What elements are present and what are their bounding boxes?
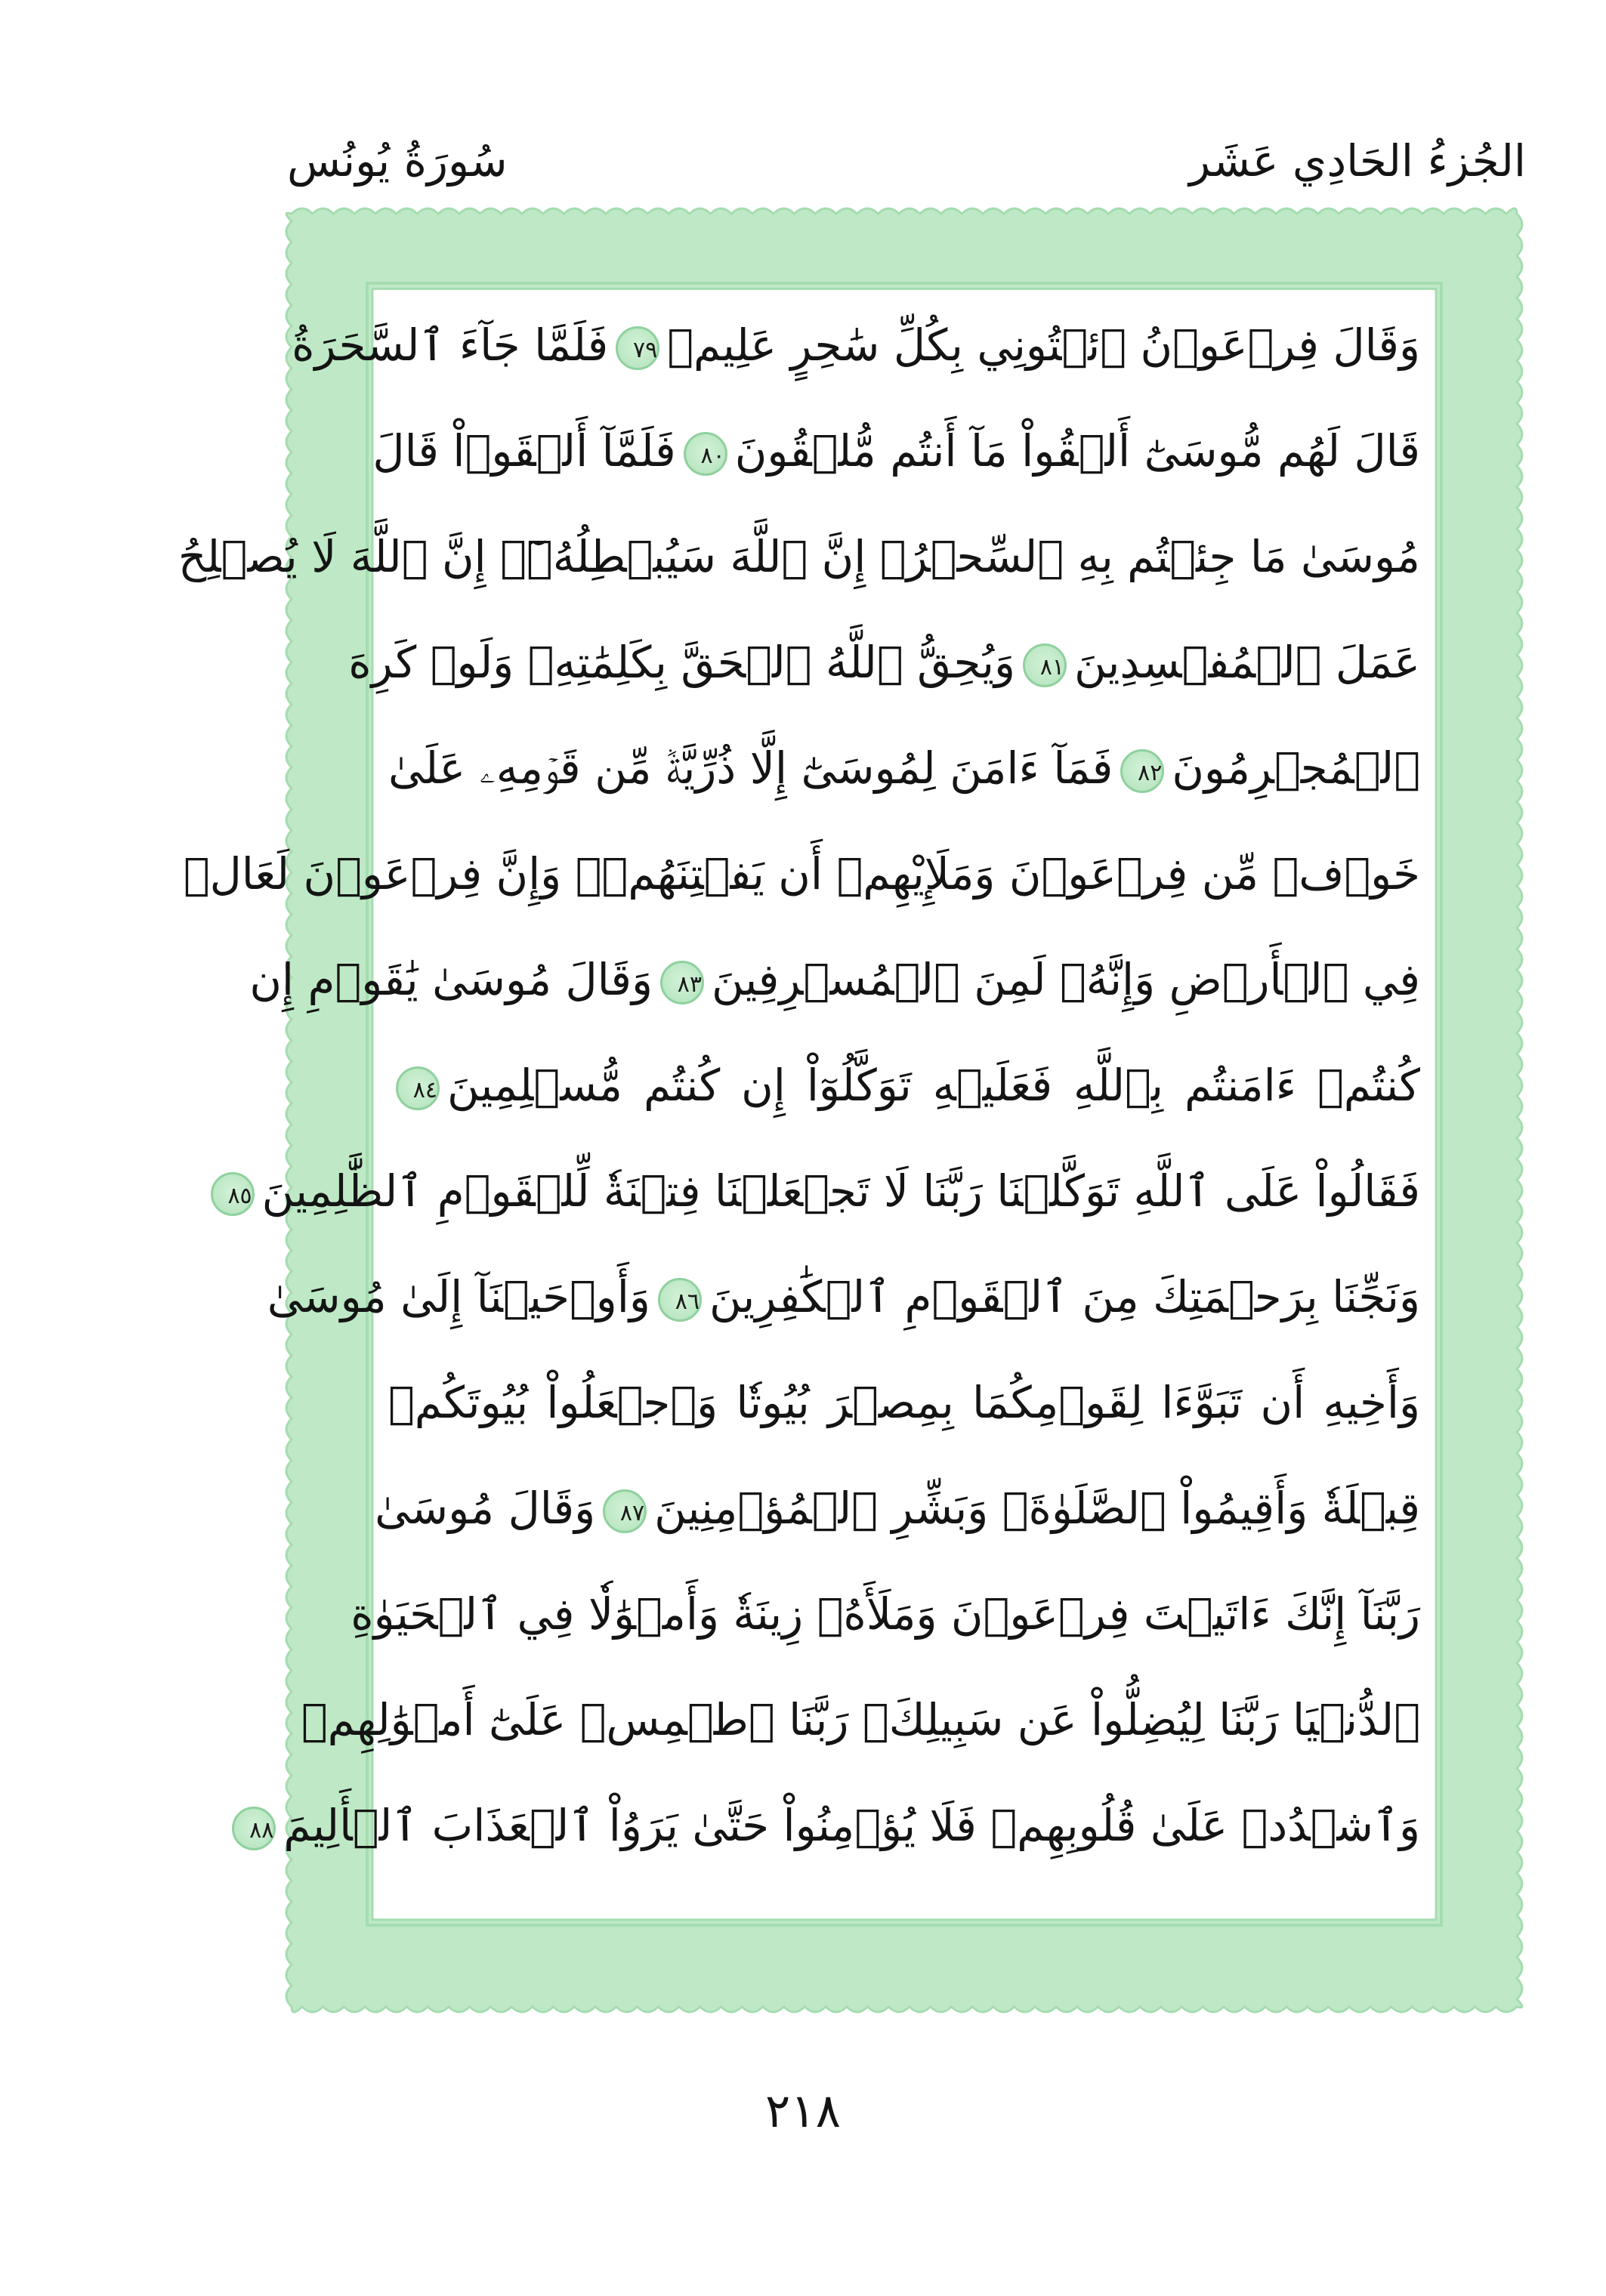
verse-line bbox=[372, 406, 1420, 496]
ayah-number-marker: ٨١ bbox=[1023, 643, 1067, 687]
verse-text: وَقَالَ مُوسَىٰ يَٰقَوۡمِ إِن bbox=[249, 954, 653, 1005]
verse-text: وَأَوۡحَيۡنَآ إِلَىٰ مُوسَىٰ bbox=[267, 1271, 650, 1322]
decorative-frame bbox=[178, 208, 1523, 2013]
verse-line bbox=[267, 1251, 1420, 1342]
verse-line bbox=[227, 1146, 1420, 1236]
quran-text-area bbox=[178, 292, 1432, 1916]
verse-text: فَلَمَّا جَآءَ ٱلسَّحَرَةُ bbox=[292, 319, 609, 371]
verse-text: وَٱشۡدُدۡ عَلَىٰ قُلُوبِهِمۡ فَلَا يُؤۡمِنُواْ حَتَّىٰ يَرَوُاْ ٱلۡعَذَابَ ٱلۡأَلِيمَ bbox=[283, 1800, 1420, 1851]
verse-line bbox=[388, 1357, 1420, 1448]
verse-text: ٱلدُّنۡيَا رَبَّنَا لِيُضِلُّواْ عَن سَبِيلِكَۖ رَبَّنَا ٱطۡمِسۡ عَلَىٰٓ أَمۡوَٰلِهِمۡ bbox=[301, 1694, 1420, 1745]
juz-title: الجُزءُ الحَادِي عَشَر bbox=[1189, 135, 1526, 187]
verse-line bbox=[348, 617, 1420, 708]
page-header bbox=[287, 121, 1526, 196]
ayah-number-marker: ٨٥ bbox=[211, 1172, 255, 1216]
verse-text: فِي ٱلۡأَرۡضِ وَإِنَّهُۥ لَمِنَ ٱلۡمُسۡرِفِينَ bbox=[712, 954, 1420, 1005]
verse-text: فَمَآ ءَامَنَ لِمُوسَىٰٓ إِلَّا ذُرِّيَّةٞ مِّن قَوۡمِهِۦ عَلَىٰ bbox=[388, 742, 1113, 794]
ayah-number-marker: ٨٧ bbox=[603, 1489, 647, 1533]
verse-text: قَالَ لَهُم مُّوسَىٰٓ أَلۡقُواْ مَآ أَنتُم مُّلۡقُونَ bbox=[734, 425, 1420, 477]
verse-line bbox=[183, 829, 1420, 919]
verse-text: ٱلۡمُجۡرِمُونَ bbox=[1172, 742, 1420, 794]
verse-text: رَبَّنَآ إِنَّكَ ءَاتَيۡتَ فِرۡعَوۡنَ وَمَلَأَهُۥ زِينَةٗ وَأَمۡوَٰلٗا فِي ٱلۡحَيَوٰةِ bbox=[351, 1588, 1420, 1640]
ayah-number-marker: ٧٩ bbox=[616, 326, 659, 370]
verse-text: فَلَمَّآ أَلۡقَوۡاْ قَالَ bbox=[372, 425, 676, 477]
page-number: ٢١٨ bbox=[765, 2083, 841, 2138]
verse-line bbox=[301, 1674, 1420, 1765]
ayah-number-marker: ٨٤ bbox=[396, 1066, 440, 1110]
ayah-number-marker: ٨٢ bbox=[1120, 749, 1164, 793]
verse-line bbox=[249, 934, 1420, 1025]
ayah-number-marker: ٨٠ bbox=[684, 432, 727, 476]
verse-text: وَأَخِيهِ أَن تَبَوَّءَا لِقَوۡمِكُمَا بِمِصۡرَ بُيُوتٗا وَٱجۡعَلُواْ بُيُوتَكُمۡ bbox=[388, 1377, 1420, 1428]
verse-text: وَقَالَ مُوسَىٰ bbox=[375, 1483, 596, 1534]
verse-text: كُنتُمۡ ءَامَنتُم بِٱللَّهِ فَعَلَيۡهِ تَوَكَّلُوٓاْ إِن كُنتُم مُّسۡلِمِينَ bbox=[447, 1060, 1420, 1111]
verse-line bbox=[388, 723, 1420, 813]
ayah-number-marker: ٨٣ bbox=[660, 961, 704, 1004]
verse-line bbox=[351, 1569, 1420, 1659]
verse-text: وَيُحِقُّ ٱللَّهُ ٱلۡحَقَّ بِكَلِمَٰتِهِۦ وَلَوۡ كَرِهَ bbox=[348, 637, 1016, 688]
verse-text: عَمَلَ ٱلۡمُفۡسِدِينَ bbox=[1074, 637, 1420, 688]
verse-text: وَنَجِّنَا بِرَحۡمَتِكَ مِنَ ٱلۡقَوۡمِ ٱلۡكَٰفِرِينَ bbox=[709, 1271, 1420, 1322]
verse-text: مُوسَىٰ مَا جِئۡتُم بِهِ ٱلسِّحۡرُۖ إِنَّ ٱللَّهَ سَيُبۡطِلُهُۥٓۖ إِنَّ ٱللَّهَ لَا يُصۡلِحُ bbox=[178, 531, 1420, 582]
verse-line bbox=[292, 300, 1420, 390]
ayah-number-marker: ٨٦ bbox=[658, 1278, 702, 1322]
ayah-number-marker: ٨٨ bbox=[232, 1807, 276, 1850]
surah-title: سُورَةُ يُونُس bbox=[287, 135, 508, 187]
verse-line bbox=[375, 1463, 1420, 1554]
verse-text: فَقَالُواْ عَلَى ٱللَّهِ تَوَكَّلۡنَا رَبَّنَا لَا تَجۡعَلۡنَا فِتۡنَةٗ لِّلۡقَوۡمِ ٱلظَّٰلِمِينَ bbox=[261, 1165, 1420, 1217]
verse-text: وَقَالَ فِرۡعَوۡنُ ٱئۡتُونِي بِكُلِّ سَٰحِرٍ عَلِيمٖ bbox=[667, 319, 1420, 371]
verse-text: خَوۡفٖ مِّن فِرۡعَوۡنَ وَمَلَإِيْهِمۡ أَن يَفۡتِنَهُمۡۚ وَإِنَّ فِرۡعَوۡنَ لَعَالٖ bbox=[183, 848, 1420, 900]
verse-line bbox=[249, 1780, 1420, 1871]
verse-line bbox=[178, 511, 1420, 602]
verse-text: قِبۡلَةٗ وَأَقِيمُواْ ٱلصَّلَوٰةَۗ وَبَشِّرِ ٱلۡمُؤۡمِنِينَ bbox=[654, 1483, 1420, 1534]
verse-line bbox=[388, 1040, 1420, 1131]
